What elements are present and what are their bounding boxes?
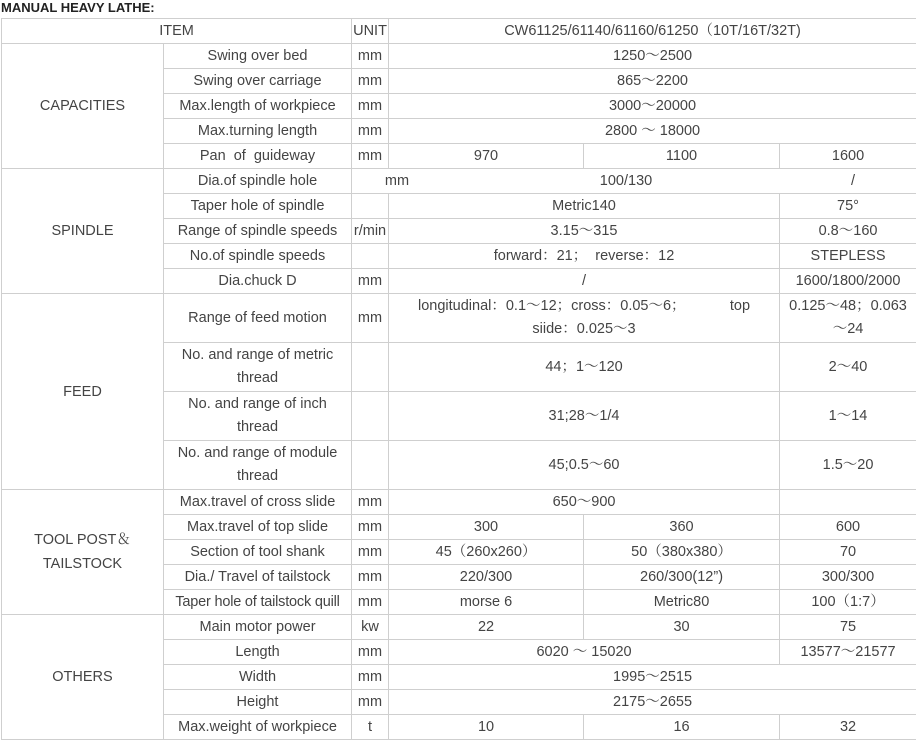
label-line: No. and range of metric <box>166 344 349 367</box>
row-value: / <box>786 170 916 192</box>
row-value: 100/130 <box>442 170 786 192</box>
row-value: 2800 ～ 18000 <box>389 119 916 144</box>
row-value: 44；1～120 <box>389 343 780 392</box>
row-value: 2175～2655 <box>389 690 916 715</box>
row-label: Length <box>164 640 352 665</box>
table-row <box>2 490 916 515</box>
table-row <box>2 169 916 194</box>
row-unit: mm <box>352 490 389 515</box>
row-value: 970 <box>389 144 584 169</box>
row-label: Section of tool shank <box>164 540 352 565</box>
row-value: 1600/1800/2000 <box>780 269 916 294</box>
label-line: thread <box>166 465 349 488</box>
value-line: 0.125～48；0.063 <box>782 295 914 318</box>
row-value: STEPLESS <box>780 244 916 269</box>
row-value: 45;0.5～60 <box>389 441 780 490</box>
row-unit: mm <box>352 94 389 119</box>
value-line: ～24 <box>782 318 914 341</box>
row-value <box>352 169 916 194</box>
header-row <box>2 19 916 44</box>
row-label: Dia./ Travel of tailstock <box>164 565 352 590</box>
spec-table <box>1 18 916 740</box>
row-value: 260/300(12”) <box>584 565 780 590</box>
header-item: ITEM <box>2 19 352 44</box>
group-label-line: TOOL POST＆ <box>4 528 161 552</box>
value-line: siide：0.025～3 <box>391 318 777 341</box>
label-line: thread <box>166 416 349 439</box>
row-unit: mm <box>352 119 389 144</box>
row-value: 650～900 <box>389 490 780 515</box>
row-label: Swing over carriage <box>164 69 352 94</box>
row-value: 45（260x260） <box>389 540 584 565</box>
row-unit: mm <box>352 294 389 343</box>
row-label: Main motor power <box>164 615 352 640</box>
row-value: 75° <box>780 194 916 219</box>
row-value <box>780 294 916 343</box>
row-value: 360 <box>584 515 780 540</box>
row-value: 32 <box>780 715 916 740</box>
row-value: 100（1:7） <box>780 590 916 615</box>
row-unit: mm <box>352 515 389 540</box>
row-value: Metric140 <box>389 194 780 219</box>
row-unit: mm <box>352 69 389 94</box>
row-value: 1250～2500 <box>389 44 916 69</box>
group-feed: FEED <box>2 294 164 490</box>
row-label <box>164 392 352 441</box>
row-value: 13577～21577 <box>780 640 916 665</box>
row-label: No.of spindle speeds <box>164 244 352 269</box>
row-value <box>389 294 780 343</box>
row-value: 600 <box>780 515 916 540</box>
value-line: longitudinal：0.1～12；cross：0.05～6； top <box>391 295 777 318</box>
row-label: Range of feed motion <box>164 294 352 343</box>
header-unit: UNIT <box>352 19 389 44</box>
row-label: Width <box>164 665 352 690</box>
row-label <box>164 441 352 490</box>
row-unit: mm <box>352 640 389 665</box>
row-label: Max.travel of top slide <box>164 515 352 540</box>
group-others: OTHERS <box>2 615 164 740</box>
row-label: Swing over bed <box>164 44 352 69</box>
row-unit: mm <box>352 540 389 565</box>
label-line: No. and range of module <box>166 442 349 465</box>
label-line: No. and range of inch <box>166 393 349 416</box>
row-value: 70 <box>780 540 916 565</box>
row-label: Dia.chuck D <box>164 269 352 294</box>
row-label <box>164 343 352 392</box>
row-value: 2～40 <box>780 343 916 392</box>
row-unit: mm <box>352 565 389 590</box>
label-line: thread <box>166 367 349 390</box>
row-label: Max.travel of cross slide <box>164 490 352 515</box>
row-value: 50（380x380） <box>584 540 780 565</box>
row-value: 1.5～20 <box>780 441 916 490</box>
row-unit: kw <box>352 615 389 640</box>
row-label: Height <box>164 690 352 715</box>
row-unit: mm <box>352 269 389 294</box>
row-label: Taper hole of spindle <box>164 194 352 219</box>
row-value: 300 <box>389 515 584 540</box>
table-row <box>2 294 916 343</box>
row-value: 1～14 <box>780 392 916 441</box>
row-value: 1600 <box>780 144 916 169</box>
row-value: 1995～2515 <box>389 665 916 690</box>
page-title: MANUAL HEAVY LATHE: <box>1 0 155 18</box>
row-value: 1100 <box>584 144 780 169</box>
row-label: Taper hole of tailstock quill <box>164 590 352 615</box>
row-value: 3.15～315 <box>389 219 780 244</box>
row-value: 0.8～160 <box>780 219 916 244</box>
row-unit: r/min <box>352 219 389 244</box>
row-value: 10 <box>389 715 584 740</box>
row-value: 220/300 <box>389 565 584 590</box>
row-value: / <box>389 269 780 294</box>
row-label: Max.turning length <box>164 119 352 144</box>
group-toolpost <box>2 490 164 615</box>
row-value: Metric80 <box>584 590 780 615</box>
header-model: CW61125/61140/61160/61250（10T/16T/32T) <box>389 19 916 44</box>
row-value: 22 <box>389 615 584 640</box>
row-unit: mm <box>352 144 389 169</box>
row-value: 3000～20000 <box>389 94 916 119</box>
row-unit: mm <box>352 44 389 69</box>
row-value: 300/300 <box>780 565 916 590</box>
row-value: 30 <box>584 615 780 640</box>
row-unit: t <box>352 715 389 740</box>
row-value: 6020 ～ 15020 <box>389 640 780 665</box>
group-spindle: SPINDLE <box>2 169 164 294</box>
group-capacities: CAPACITIES <box>2 44 164 169</box>
table-row <box>2 44 916 69</box>
row-value: 865～2200 <box>389 69 916 94</box>
row-label: Max.length of workpiece <box>164 94 352 119</box>
row-unit: mm <box>352 665 389 690</box>
row-value: 31;28～1/4 <box>389 392 780 441</box>
row-label: Range of spindle speeds <box>164 219 352 244</box>
inline-unit: mm <box>352 170 442 192</box>
row-unit: mm <box>352 590 389 615</box>
row-value: morse 6 <box>389 590 584 615</box>
row-label: Max.weight of workpiece <box>164 715 352 740</box>
row-label: Dia.of spindle hole <box>164 169 352 194</box>
row-label: Pan of guideway <box>164 144 352 169</box>
row-unit: mm <box>352 690 389 715</box>
row-value: 75 <box>780 615 916 640</box>
table-row <box>2 615 916 640</box>
row-value: forward：21； reverse：12 <box>389 244 780 269</box>
row-value: 16 <box>584 715 780 740</box>
group-label-line: TAILSTOCK <box>4 552 161 576</box>
